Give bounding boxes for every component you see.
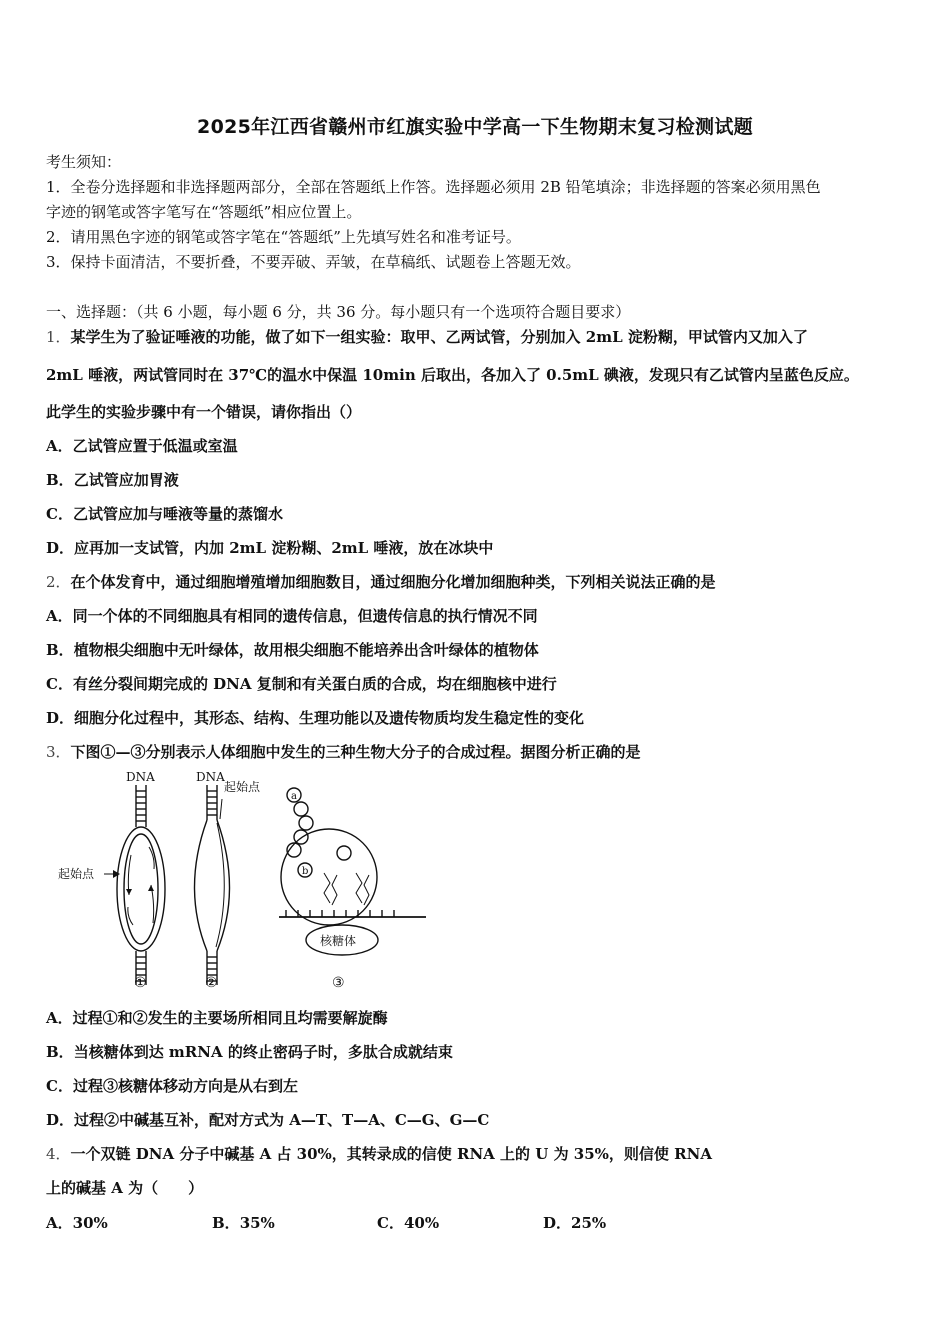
question-2-stem-line: [46, 572, 716, 592]
option-text: 过程③核糖体移动方向是从右到左: [72, 1077, 298, 1095]
option-text: 过程②中碱基互补，配对方式为 A—T、T—A、C—G、G—C: [74, 1111, 490, 1129]
option-text: 乙试管应置于低温或室温: [72, 437, 238, 455]
figure-number-3: ③: [332, 975, 345, 991]
synthesis-diagram: [54, 765, 454, 995]
question-1-option-a[interactable]: [46, 436, 238, 456]
question-3-option-a[interactable]: [46, 1008, 388, 1028]
option-text: 25%: [571, 1214, 607, 1232]
question-3-stem-line: [46, 742, 641, 762]
label-a: a: [291, 791, 297, 802]
origin-label-right: 起始点: [224, 780, 261, 794]
option-label: A．: [46, 1214, 73, 1232]
option-text: 细胞分化过程中，其形态、结构、生理功能以及遗传物质均发生稳定性的变化: [74, 709, 585, 727]
notice-item-3: 3．保持卡面清洁，不要折叠，不要弄破、弄皱，在草稿纸、试题卷上答题无效。: [46, 253, 581, 271]
question-3-option-c[interactable]: [46, 1076, 298, 1096]
option-text: 乙试管应加与唾液等量的蒸馏水: [72, 505, 283, 523]
question-2-option-a[interactable]: [46, 606, 538, 626]
figure-1-replication: [104, 785, 165, 985]
option-label: A．: [46, 437, 73, 455]
question-2-option-b[interactable]: [46, 640, 539, 660]
question-4-choice-b[interactable]: [212, 1212, 275, 1233]
question-4-choice-c[interactable]: [377, 1212, 439, 1233]
question-4-line-2: 上的碱基 A 为（ ）: [46, 1179, 204, 1197]
option-text: 当核糖体到达 mRNA 的终止密码子时，多肽合成就结束: [73, 1043, 453, 1061]
dna-label-2: DNA: [196, 770, 225, 784]
origin-label-left: 起始点: [58, 867, 95, 881]
notice-item-2: 2．请用黑色字迹的钢笔或答字笔在“答题纸”上先填写姓名和准考证号。: [46, 228, 521, 246]
option-text: 过程①和②发生的主要场所相同且均需要解旋酶: [72, 1009, 388, 1027]
section-heading: 一、选择题：（共 6 小题，每小题 6 分，共 36 分。每小题只有一个选项符合题目要求）: [46, 303, 631, 321]
option-label: C．: [377, 1214, 404, 1232]
notice-item-1-cont: 字迹的钢笔或答字笔写在“答题纸”相应位置上。: [46, 203, 362, 221]
question-3-option-d[interactable]: [46, 1110, 489, 1130]
option-text: 应再加一支试管，内加 2mL 淀粉糊、2mL 唾液，放在冰块中: [74, 539, 494, 557]
question-2-stem: 在个体发育中，通过细胞增殖增加细胞数目，通过细胞分化增加细胞种类，下列相关说法正确的是: [70, 573, 716, 591]
option-label: B．: [212, 1214, 240, 1232]
option-label: B．: [46, 641, 74, 659]
option-text: 同一个体的不同细胞具有相同的遗传信息，但遗传信息的执行情况不同: [72, 607, 538, 625]
question-4-stem: 一个双链 DNA 分子中碱基 A 占 30%，其转录成的信使 RNA 上的 U 为 35%，则信使 RNA: [70, 1145, 712, 1163]
option-label: B．: [46, 471, 74, 489]
dna-label-1: DNA: [126, 770, 155, 784]
question-1-line-3: 此学生的实验步骤中有一个错误，请你指出（）: [46, 403, 362, 421]
question-1-stem: 某学生为了验证唾液的功能，做了如下一组实验：取甲、乙两试管，分别加入 2mL 淀粉糊，甲试管内又加入了: [70, 328, 808, 346]
question-2-option-d[interactable]: [46, 708, 584, 728]
option-label: A．: [46, 607, 73, 625]
question-2-option-c[interactable]: [46, 674, 557, 694]
label-b: b: [302, 866, 309, 877]
question-1-line-2: 2mL 唾液，两试管同时在 37℃的温水中保温 10min 后取出，各加入了 0.5mL 碘液，发现只有乙试管内呈蓝色反应。: [46, 366, 859, 384]
option-label: D．: [543, 1214, 572, 1232]
option-text: 有丝分裂间期完成的 DNA 复制和有关蛋白质的合成，均在细胞核中进行: [72, 675, 557, 693]
option-label: C．: [46, 675, 73, 693]
option-label: C．: [46, 505, 73, 523]
option-text: 40%: [403, 1214, 440, 1232]
figure-number-1: ①: [134, 975, 147, 991]
option-label: D．: [46, 709, 75, 727]
notice-heading: 考生须知：: [46, 153, 122, 171]
question-4-choice-d[interactable]: [543, 1212, 606, 1233]
figure-number-2: ②: [205, 975, 218, 991]
question-1-number: 1．: [46, 328, 71, 346]
question-3-option-b[interactable]: [46, 1042, 453, 1062]
option-label: D．: [46, 1111, 75, 1129]
question-4-number: 4．: [46, 1145, 71, 1163]
question-4-line-1: [46, 1144, 712, 1164]
option-label: D．: [46, 539, 75, 557]
notice-item-1: 1．全卷分选择题和非选择题两部分，全部在答题纸上作答。选择题必须用 2B 铅笔填涂；非选择题的答案必须用黑色: [46, 178, 821, 196]
option-text: 乙试管应加胃液: [73, 471, 179, 489]
page-title: 2025年江西省赣州市红旗实验中学高一下生物期末复习检测试题: [197, 116, 753, 138]
option-text: 30%: [72, 1214, 108, 1232]
option-label: C．: [46, 1077, 73, 1095]
question-4-choice-a[interactable]: [46, 1212, 108, 1233]
question-1-option-b[interactable]: [46, 470, 179, 490]
figure-2-transcription: [195, 785, 230, 985]
question-1-option-c[interactable]: [46, 504, 283, 524]
option-text: 植物根尖细胞中无叶绿体，故用根尖细胞不能培养出含叶绿体的植物体: [73, 641, 539, 659]
question-1-option-d[interactable]: [46, 538, 493, 558]
question-3-stem: 下图①—③分别表示人体细胞中发生的三种生物大分子的合成过程。据图分析正确的是: [70, 743, 641, 761]
ribosome-label: 核糖体: [320, 934, 357, 948]
question-1-line-1: [46, 327, 808, 347]
option-label: A．: [46, 1009, 73, 1027]
question-3-number: 3．: [46, 743, 71, 761]
option-text: 35%: [239, 1214, 275, 1232]
question-2-number: 2．: [46, 573, 71, 591]
option-label: B．: [46, 1043, 74, 1061]
